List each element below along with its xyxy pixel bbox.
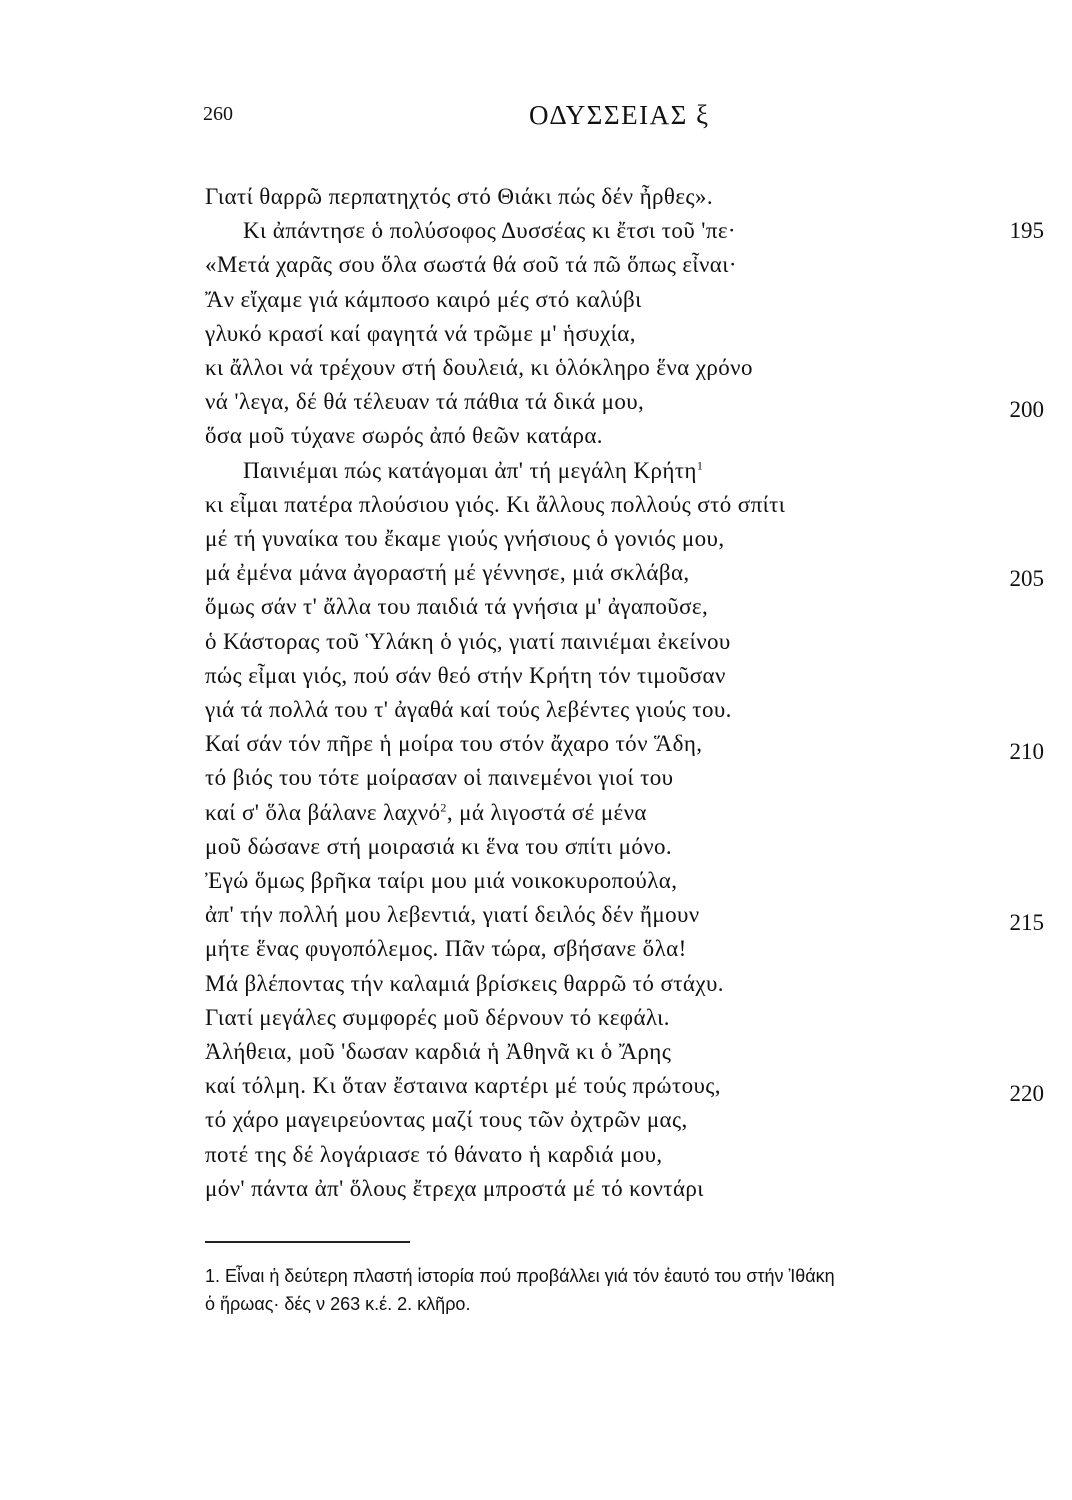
verse-line: ὅμως σάν τ' ἄλλα του παιδιά τά γνήσια μ' ἀγαποῦσε, xyxy=(205,594,709,619)
verse-line: Ἀλήθεια, μοῦ 'δωσαν καρδιά ἡ Ἀθηνᾶ κι ὁ Ἄρης xyxy=(205,1039,672,1064)
verse-line: μόν' πάντα ἀπ' ὅλους ἔτρεχα μπροστά μέ τό κοντάρι xyxy=(205,1176,704,1201)
verse-line: Ἐγώ ὅμως βρῆκα ταίρι μου μιά νοικοκυροπούλα, xyxy=(205,868,678,893)
verse-line: μέ τή γυναίκα του ἔκαμε γιούς γνήσιους ὁ γονιός μου, xyxy=(205,526,725,551)
verse-line: ἀπ' τήν πολλή μου λεβεντιά, γιατί δειλός δέν ἤμουν xyxy=(205,902,700,927)
line-number: 220 xyxy=(1009,1081,1044,1106)
verse-line: γιά τά πολλά του τ' ἀγαθά καί τούς λεβέντες γιούς του. xyxy=(205,697,732,722)
verse-line: μά ἐμένα μάνα ἀγοραστή μέ γέννησε, μιά σκλάβα, xyxy=(205,560,690,585)
verse-line: νά 'λεγα, δέ θά τέλευαν τά πάθια τά δικά μου, xyxy=(205,389,645,414)
verse-line: καί σ' ὅλα βάλανε λαχνό$^2$, μά λιγοστά σέ μένα xyxy=(205,800,647,825)
footnote-line: 1. Εἶναι ἡ δεύτερη πλαστή ἱστορία πού προβάλλει γιά τόν ἑαυτό του στήν Ἰθάκη xyxy=(205,1266,835,1286)
verse-line: Παινιέμαι πώς κατάγομαι ἀπ' τή μεγάλη Κρήτη$^1$ xyxy=(243,458,704,483)
footnotes xyxy=(205,1262,1045,1318)
line-number: 210 xyxy=(1009,739,1044,764)
verse-line: κι ἄλλοι νά τρέχουν στή δουλειά, κι ὁλόκληρο ἕνα χρόνο xyxy=(205,355,753,380)
line-number: 215 xyxy=(1009,910,1044,935)
footnote-marker: 1 xyxy=(696,458,704,473)
footnote-divider xyxy=(205,1241,410,1243)
verse-line: Γιατί μεγάλες συμφορές μοῦ δέρνουν τό κεφάλι. xyxy=(205,1005,670,1030)
verse-line: Μά βλέποντας τήν καλαμιά βρίσκεις θαρρῶ τό στάχυ. xyxy=(205,971,724,996)
footnote-marker: 2 xyxy=(440,800,447,815)
line-number: 195 xyxy=(1009,218,1044,243)
running-title: ΟΔΥΣΣΕΙΑΣ ξ xyxy=(529,100,710,130)
verse-line: κι εἶμαι πατέρα πλούσιου γιός. Κι ἄλλους πολλούς στό σπίτι xyxy=(205,492,786,517)
verse-line: ὅσα μοῦ τύχανε σωρός ἀπό θεῶν κατάρα. xyxy=(205,423,603,448)
footnote-line: ὁ ἥρωας· δές ν 263 κ.έ. 2. κλῆρο. xyxy=(205,1294,471,1314)
verse-line: Ἄν εἴχαμε γιά κάμποσο καιρό μές στό καλύβι xyxy=(205,287,642,312)
verse-line: τό χάρο μαγειρεύοντας μαζί τους τῶν ὀχτρῶν μας, xyxy=(205,1107,688,1132)
verse-line: Γιατί θαρρῶ περπατηχτός στό Θιάκι πώς δέν ἦρθες». xyxy=(205,184,713,209)
verse-line: ὁ Κάστορας τοῦ Ὑλάκη ὁ γιός, γιατί παινιέμαι ἐκείνου xyxy=(205,629,731,654)
verse-line: τό βιός του τότε μοίρασαν οἱ παινεμένοι γιοί του xyxy=(205,765,674,790)
verse-line: καί τόλμη. Κι ὅταν ἔσταινα καρτέρι μέ τούς πρώτους, xyxy=(205,1073,721,1098)
verse-line: Καί σάν τόν πῆρε ἡ μοίρα του στόν ἄχαρο τόν Ἅδη, xyxy=(205,731,703,756)
line-number: 200 xyxy=(1009,397,1044,422)
verse-line: μήτε ἕνας φυγοπόλεμος. Πᾶν τώρα, σβήσανε ὅλα! xyxy=(205,936,687,961)
verse-line: Κι ἀπάντησε ὁ πολύσοφος Δυσσέας κι ἔτσι τοῦ 'πε· xyxy=(243,218,736,243)
line-number: 205 xyxy=(1009,566,1044,591)
verse-line: ποτέ της δέ λογάριασε τό θάνατο ἡ καρδιά μου, xyxy=(205,1142,663,1167)
verse-line: πώς εἶμαι γιός, πού σάν θεό στήν Κρήτη τόν τιμοῦσαν xyxy=(205,663,726,688)
verse-line: γλυκό κρασί καί φαγητά νά τρῶμε μ' ἡσυχία, xyxy=(205,321,636,346)
verse-line: μοῦ δώσανε στή μοιρασιά κι ἕνα του σπίτι μόνο. xyxy=(205,834,673,859)
page-number: 260 xyxy=(203,103,233,125)
verse-line: «Μετά χαρᾶς σου ὅλα σωστά θά σοῦ τά πῶ ὅπως εἶναι· xyxy=(205,252,737,277)
